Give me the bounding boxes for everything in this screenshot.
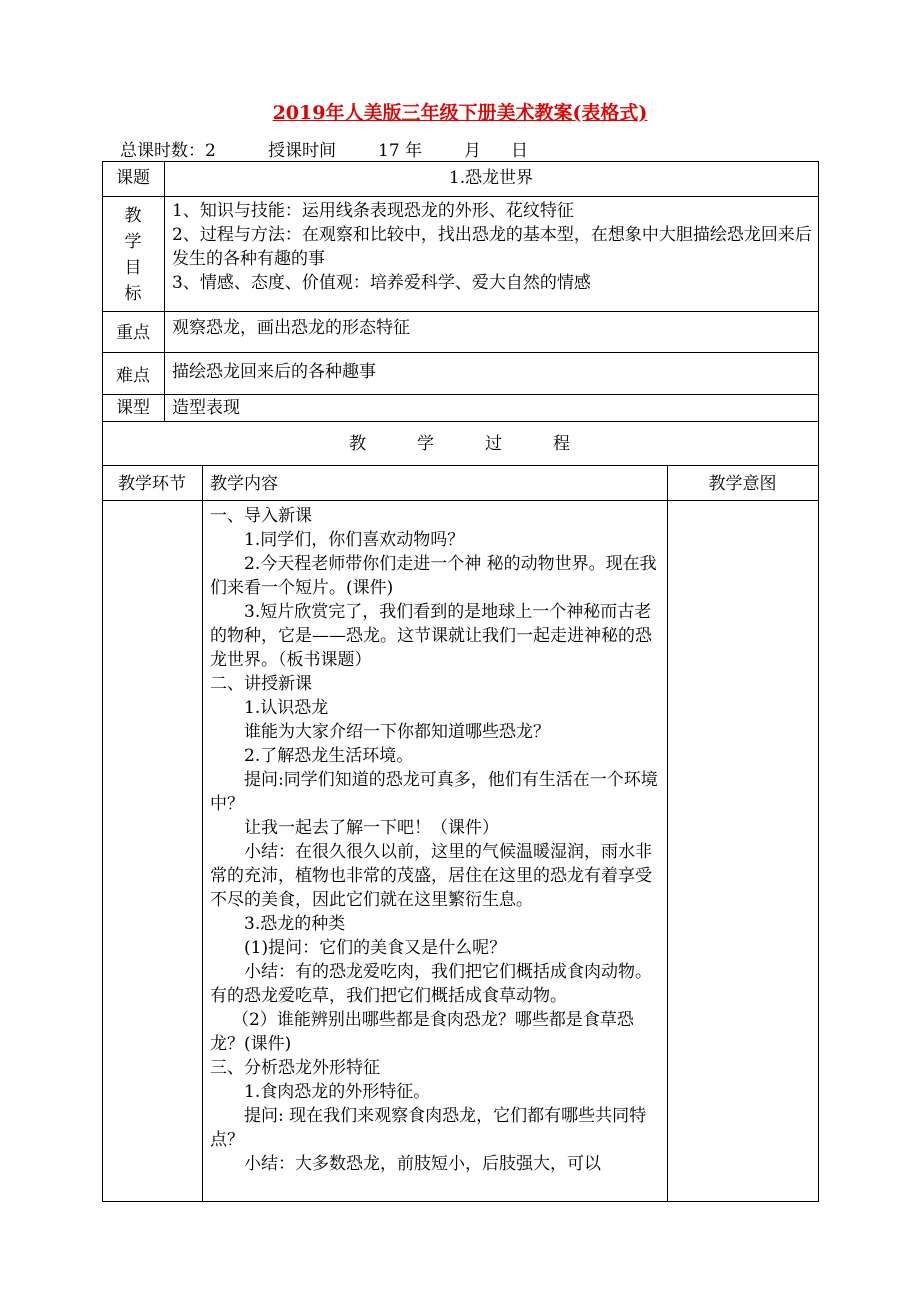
goals-label (102, 203, 164, 307)
content-paragraph: 小结：有的恐龙爱吃肉，我们把它们概括成食肉动物。有的恐龙爱吃草，我们把它们概括成食草动物。 (210, 962, 652, 1006)
goals-label-char: 目 (124, 258, 142, 278)
process-heading-char: 程 (553, 434, 570, 454)
lesson-type-value: 造型表现 (172, 398, 240, 418)
key-point-value: 观察恐龙，画出恐龙的形态特征 (172, 318, 410, 338)
content-paragraph: 3.恐龙的种类 (244, 914, 346, 934)
key-point-label: 重点 (116, 323, 150, 343)
content-paragraph: 1.认识恐龙 (244, 698, 329, 718)
topic-value: 1.恐龙世界 (448, 168, 534, 188)
process-heading-char: 学 (417, 434, 434, 454)
process-heading-char: 教 (349, 434, 366, 454)
teach-month: 月 (464, 141, 481, 161)
teach-year: 17 年 (378, 141, 423, 161)
goals-label-char: 教 (124, 206, 142, 226)
content-paragraph: 1.同学们，你们喜欢动物吗？ (244, 530, 465, 550)
teach-day: 日 (511, 141, 528, 161)
goals-content (172, 199, 814, 295)
goal-item: 1、知识与技能：运用线条表现恐龙的外形、花纹特征 (172, 201, 574, 221)
teaching-content (210, 504, 663, 1198)
goal-item: 3、情感、态度、价值观：培养爱科学、爱大自然的情感 (172, 273, 591, 293)
column-header-stage: 教学环节 (118, 474, 186, 494)
content-paragraph: 3.短片欣赏完了，我们看到的是地球上一个神秘而古老的物种，它是——恐龙。这节课就让我们一起走进神秘的恐龙世界。（板书课题） (210, 602, 652, 670)
difficult-point-value: 描绘恐龙回来后的各种趣事 (172, 362, 376, 382)
content-paragraph: 二、讲授新课 (210, 674, 312, 694)
content-paragraph: 小结：在很久很久以前，这里的气候温暖湿润，雨水非常的充沛，植物也非常的茂盛，居住在这里的恐龙有着享受不尽的美食，因此它们就在这里繁衍生息。 (210, 842, 652, 910)
content-paragraph: 一、导入新课 (210, 506, 312, 526)
column-header-content: 教学内容 (210, 474, 278, 494)
content-paragraph: 提问:同学们知道的恐龙可真多，他们有生活在一个环境中？ (210, 770, 658, 814)
content-paragraph: 2.了解恐龙生活环境。 (244, 746, 414, 766)
content-paragraph: 小结：大多数恐龙，前肢短小，后肢强大，可以 (244, 1154, 601, 1174)
content-paragraph: 三、分析恐龙外形特征 (210, 1058, 380, 1078)
content-paragraph: 提问: 现在我们来观察食肉恐龙，它们都有哪些共同特点？ (210, 1106, 647, 1150)
content-paragraph: 让我一起去了解一下吧！（课件） (244, 818, 499, 838)
goals-label-char: 标 (124, 284, 142, 304)
process-heading-char: 过 (485, 434, 502, 454)
lesson-type-label: 课型 (116, 398, 150, 418)
content-paragraph: 1.食肉恐龙的外形特征。 (244, 1082, 431, 1102)
goal-item: 2、过程与方法：在观察和比较中，找出恐龙的基本型，在想象中大胆描绘恐龙回来后发生的各种有趣的事 (172, 225, 812, 269)
content-paragraph: 谁能为大家介绍一下你都知道哪些恐龙？ (244, 722, 550, 742)
total-hours: 总课时数：2 (120, 141, 216, 161)
content-paragraph: 2.今天程老师带你们走进一个神 秘的动物世界。现在我们来看一个短片。(课件) (210, 554, 657, 598)
topic-label: 课题 (116, 168, 150, 188)
content-paragraph: (1)提问：它们的美食又是什么呢？ (244, 938, 507, 958)
teach-time-label: 授课时间 (268, 141, 336, 161)
goals-label-char: 学 (124, 232, 142, 252)
difficult-point-label: 难点 (116, 366, 150, 386)
column-header-intent: 教学意图 (708, 474, 777, 494)
content-paragraph: （2）谁能辨别出哪些都是食肉恐龙？哪些都是食草恐龙？(课件) (210, 1010, 634, 1054)
document-title: 2019年人美版三年级下册美术教案(表格式) (272, 102, 648, 124)
